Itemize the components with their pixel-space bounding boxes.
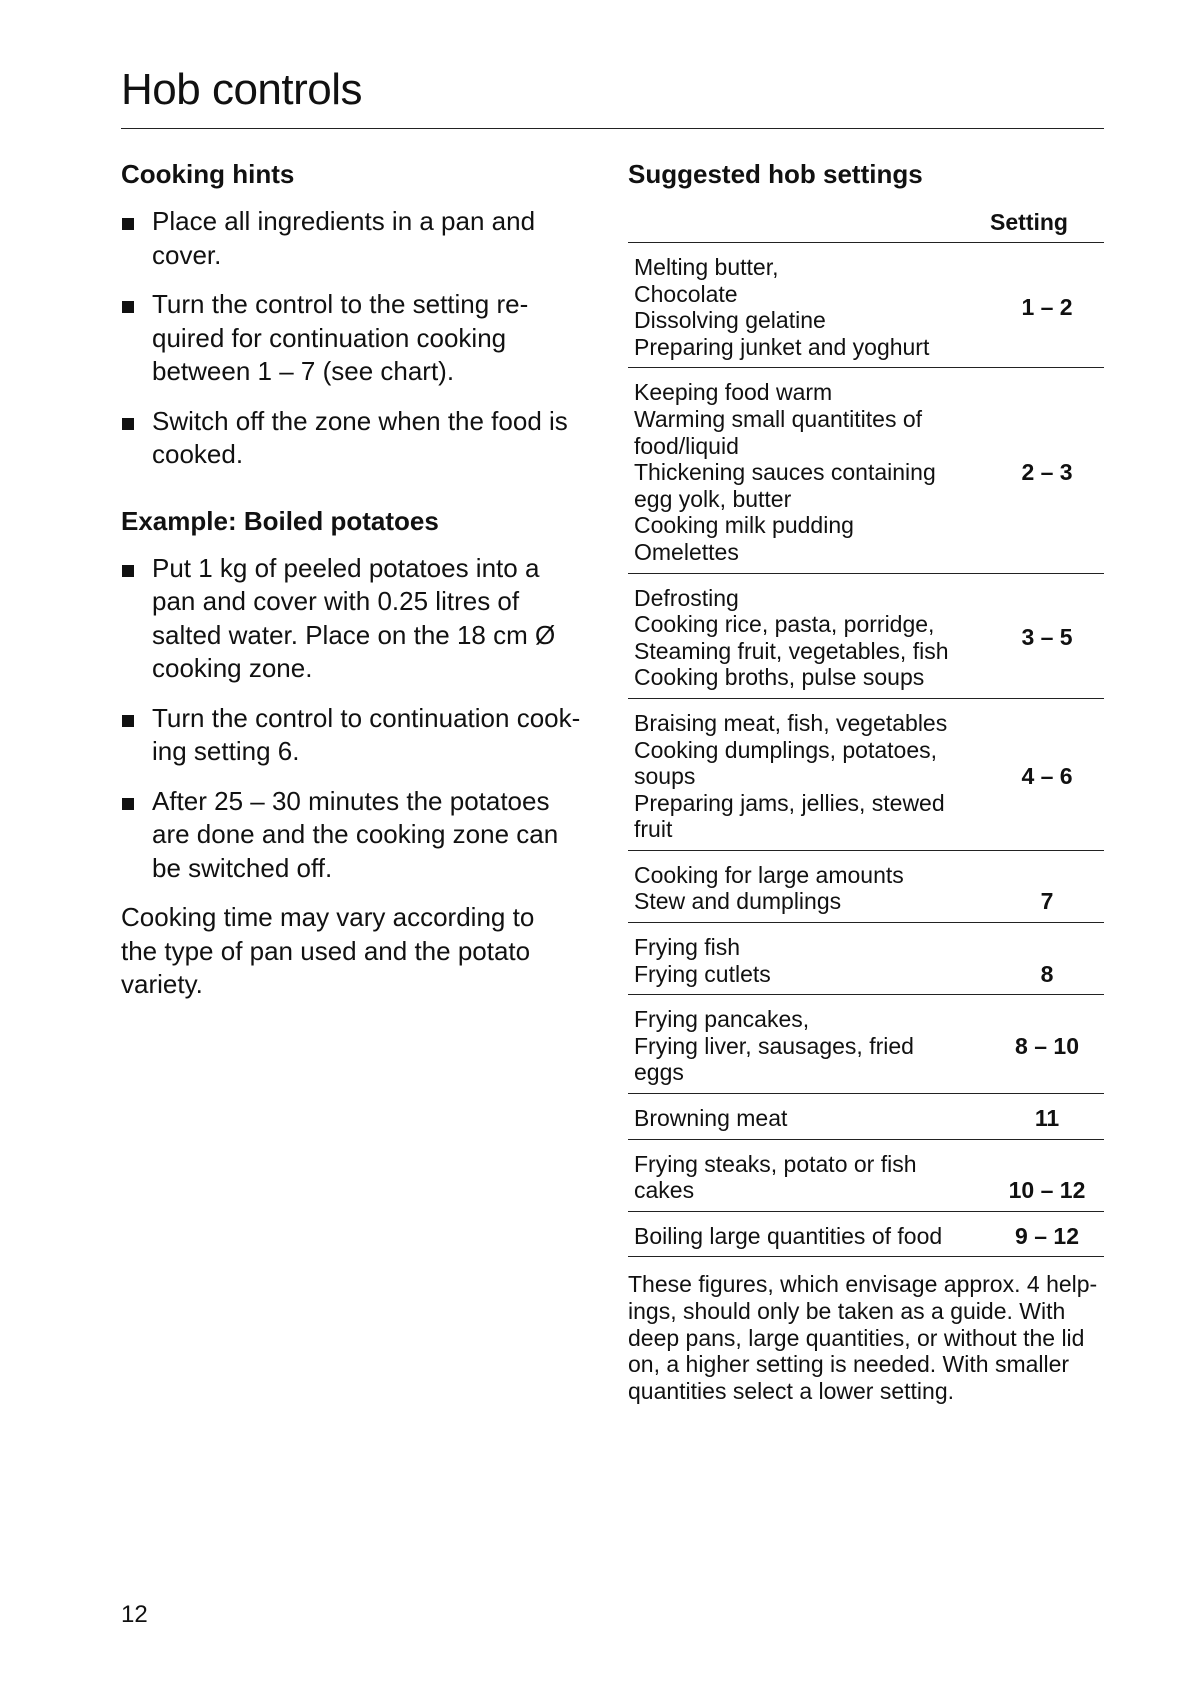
example-list bbox=[121, 552, 591, 886]
setting-cell: 11 bbox=[990, 1094, 1104, 1140]
food-line: Cooking dumplings, potatoes, bbox=[634, 736, 938, 763]
food-line: Warming small quantitites of bbox=[634, 405, 923, 432]
food-cell bbox=[628, 1139, 990, 1211]
column-header-setting: Setting bbox=[990, 208, 1104, 243]
food-line: Preparing jams, jellies, stewed bbox=[634, 789, 945, 816]
food-line: Omelettes bbox=[634, 538, 739, 565]
list-item-text: cooked. bbox=[152, 439, 244, 469]
food-line: Steaming fruit, vegetables, fish bbox=[634, 637, 949, 664]
note-line: on, a higher setting is needed. With smaller bbox=[628, 1351, 1070, 1378]
right-column bbox=[628, 158, 1104, 1404]
table-row bbox=[628, 995, 1104, 1094]
left-column bbox=[121, 158, 591, 1002]
page-number: 12 bbox=[121, 1601, 148, 1628]
food-line: Frying cutlets bbox=[634, 960, 771, 987]
table-row bbox=[628, 1094, 1104, 1140]
food-line: Stew and dumplings bbox=[634, 888, 842, 915]
food-line: Frying pancakes, bbox=[634, 1006, 810, 1033]
food-line: Cooking rice, pasta, porridge, bbox=[634, 611, 935, 638]
settings-heading: Suggested hob settings bbox=[628, 159, 923, 189]
list-item-text: ing setting 6. bbox=[152, 736, 300, 766]
list-item-text: cooking zone. bbox=[152, 653, 313, 683]
food-cell bbox=[628, 850, 990, 922]
list-item bbox=[121, 785, 591, 886]
food-line: Boiling large quantities of food bbox=[634, 1222, 943, 1249]
cooking-hints-list bbox=[121, 205, 591, 472]
food-line: Chocolate bbox=[634, 280, 738, 307]
settings-table-body bbox=[628, 243, 1104, 1257]
table-row bbox=[628, 243, 1104, 368]
list-item-text: Switch off the zone when the food is bbox=[152, 405, 568, 436]
food-line: Frying fish bbox=[634, 934, 741, 961]
food-line: Keeping food warm bbox=[634, 379, 833, 406]
food-line: Dissolving gelatine bbox=[634, 307, 826, 334]
setting-cell: 4 – 6 bbox=[990, 698, 1104, 850]
note-line: the type of pan used and the potato bbox=[121, 935, 531, 966]
title-divider bbox=[121, 128, 1104, 129]
example-note bbox=[121, 901, 591, 1002]
list-item-text: are done and the cooking zone can bbox=[152, 819, 559, 849]
food-line: Browning meat bbox=[634, 1105, 788, 1132]
food-line: egg yolk, butter bbox=[634, 485, 792, 512]
food-cell bbox=[628, 573, 990, 698]
setting-cell: 9 – 12 bbox=[990, 1211, 1104, 1257]
list-item-text: Turn the control to the setting re- bbox=[152, 289, 529, 319]
setting-cell: 10 – 12 bbox=[990, 1139, 1104, 1211]
food-cell bbox=[628, 923, 990, 995]
cooking-hints-heading: Cooking hints bbox=[121, 159, 295, 189]
list-item bbox=[121, 552, 591, 686]
food-line: eggs bbox=[634, 1059, 684, 1086]
table-row bbox=[628, 368, 1104, 573]
food-cell bbox=[628, 243, 990, 368]
note-line: variety. bbox=[121, 969, 203, 999]
food-cell bbox=[628, 698, 990, 850]
food-cell bbox=[628, 1211, 990, 1257]
setting-cell: 8 – 10 bbox=[990, 995, 1104, 1094]
setting-cell: 1 – 2 bbox=[990, 243, 1104, 368]
food-cell bbox=[628, 995, 990, 1094]
column-header-food bbox=[628, 208, 990, 243]
food-cell bbox=[628, 1094, 990, 1140]
list-item-text: between 1 – 7 (see chart). bbox=[152, 356, 455, 386]
note-line: ings, should only be taken as a guide. With bbox=[628, 1298, 1066, 1324]
table-header-row bbox=[628, 208, 1104, 243]
setting-cell: 3 – 5 bbox=[990, 573, 1104, 698]
bullet-square-icon bbox=[122, 715, 134, 727]
list-item-text: After 25 – 30 minutes the potatoes bbox=[152, 785, 550, 816]
list-item-text: Place all ingredients in a pan and bbox=[152, 206, 536, 236]
food-line: cakes bbox=[634, 1177, 695, 1204]
table-row bbox=[628, 923, 1104, 995]
list-item bbox=[121, 405, 591, 472]
note-line: Cooking time may vary according to bbox=[121, 902, 535, 932]
food-line: Cooking milk pudding bbox=[634, 512, 854, 539]
list-item-text: salted water. Place on the 18 cm Ø bbox=[152, 619, 556, 650]
table-row bbox=[628, 1211, 1104, 1257]
food-line: Braising meat, fish, vegetables bbox=[634, 709, 948, 736]
list-item bbox=[121, 702, 591, 769]
list-item-text: Turn the control to continuation cook- bbox=[152, 702, 581, 733]
food-line: Frying steaks, potato or fish bbox=[634, 1150, 917, 1177]
note-line: deep pans, large quantities, or without the lid bbox=[628, 1324, 1085, 1351]
food-line: Frying liver, sausages, fried bbox=[634, 1032, 914, 1059]
food-cell bbox=[628, 368, 990, 573]
food-line: Cooking for large amounts bbox=[634, 861, 904, 888]
table-row bbox=[628, 1139, 1104, 1211]
note-line: These figures, which envisage approx. 4 help- bbox=[628, 1271, 1098, 1298]
note-line: quantities select a lower setting. bbox=[628, 1377, 955, 1404]
list-item-text: pan and cover with 0.25 litres of bbox=[152, 586, 520, 616]
list-item bbox=[121, 205, 591, 272]
food-line: Preparing junket and yoghurt bbox=[634, 333, 930, 360]
example-heading: Example: Boiled potatoes bbox=[121, 505, 439, 536]
setting-cell: 8 bbox=[990, 923, 1104, 995]
list-item-text: quired for continuation cooking bbox=[152, 322, 507, 353]
bullet-square-icon bbox=[122, 301, 134, 313]
food-line: Melting butter, bbox=[634, 254, 779, 280]
food-line: fruit bbox=[634, 816, 673, 843]
setting-cell: 7 bbox=[990, 850, 1104, 922]
bullet-square-icon bbox=[122, 798, 134, 810]
table-row bbox=[628, 850, 1104, 922]
food-line: Thickening sauces containing bbox=[634, 459, 936, 486]
bullet-square-icon bbox=[122, 418, 134, 430]
food-line: Defrosting bbox=[634, 584, 739, 611]
list-item-text: cover. bbox=[152, 239, 222, 270]
table-row bbox=[628, 698, 1104, 850]
bullet-square-icon bbox=[122, 218, 134, 230]
list-item bbox=[121, 288, 591, 389]
setting-cell: 2 – 3 bbox=[990, 368, 1104, 573]
food-line: soups bbox=[634, 763, 696, 790]
list-item-text: Put 1 kg of peeled potatoes into a bbox=[152, 552, 540, 583]
list-item-text: be switched off. bbox=[152, 852, 333, 883]
food-line: food/liquid bbox=[634, 432, 739, 459]
table-row bbox=[628, 573, 1104, 698]
settings-note bbox=[628, 1271, 1104, 1404]
bullet-square-icon bbox=[122, 565, 134, 577]
settings-table bbox=[628, 208, 1104, 1257]
page-title: Hob controls bbox=[121, 65, 363, 114]
food-line: Cooking broths, pulse soups bbox=[634, 664, 925, 691]
